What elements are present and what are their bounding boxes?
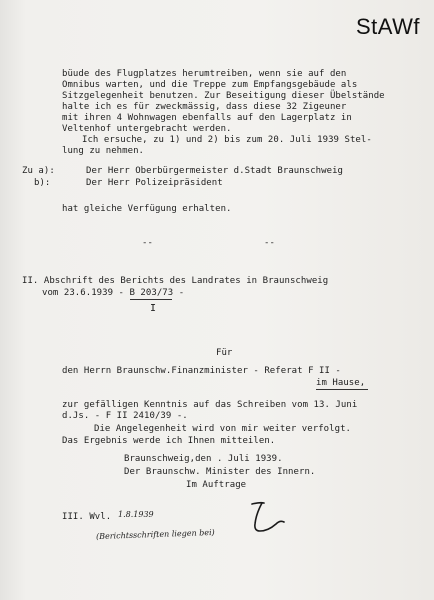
text-line: Veltenhof untergebracht werden.	[62, 124, 232, 134]
text-line: halte ich es für zweckmässig, dass diese 32 Zigeuner	[62, 102, 347, 112]
za-recipient: Der Herr Oberbürgermeister d.Stadt Braunschweig	[86, 166, 344, 176]
text-line: Sitzgelegenheit benutzen. Zur Beseitigung dieser Übelstände	[62, 91, 385, 101]
text-line: büude des Flugplatzes herumtreiben, wenn sie auf den	[62, 69, 347, 79]
separator-dash: --	[264, 238, 275, 248]
signature-mark	[246, 500, 286, 536]
minister-line: Der Braunschw. Minister des Innern.	[124, 467, 316, 477]
location-underline	[316, 389, 368, 390]
kenntnis-line: zur gefälligen Kenntnis auf das Schreiben vom 13. Juni	[62, 400, 358, 410]
separator-dash: --	[142, 238, 153, 248]
place-date-line: Braunschweig,den . Juli 1939.	[124, 454, 283, 464]
addressee-line: den Herrn Braunschw.Finanzminister - Referat F II -	[62, 366, 341, 376]
verfuegung-line: hat gleiche Verfügung erhalten.	[62, 204, 232, 214]
reference-underline	[130, 299, 172, 300]
zb-label: b):	[34, 178, 51, 188]
abschrift-heading: II. Abschrift des Berichts des Landrates in Braunschweig	[22, 276, 329, 286]
text-line: mit ihren 4 Wohnwagen ebenfalls auf den Lagerplatz in	[62, 113, 352, 123]
wvl-label: III. Wvl.	[62, 512, 112, 522]
text-line: lung zu nehmen.	[62, 146, 145, 156]
auftrag-line: Im Auftrage	[186, 480, 247, 490]
archive-stamp: StAWf	[355, 14, 420, 39]
text-line: Omnibus warten, und die Treppe zum Empfangsgebäude als	[62, 80, 358, 90]
handwritten-note: (Berichtsschriften liegen bei)	[95, 527, 215, 542]
za-label: Zu a):	[22, 166, 55, 176]
fuer-label: Für	[216, 348, 233, 358]
zb-recipient: Der Herr Polizeipräsident	[86, 178, 223, 188]
angelegenheit-line: Die Angelegenheit wird von mir weiter verfolgt.	[94, 424, 352, 434]
addressee-location: im Hause,	[316, 378, 366, 388]
handwritten-date: 1.8.1939	[118, 510, 154, 519]
kenntnis-line: d.Js. - F II 2410/39 -.	[62, 411, 188, 421]
text-line: Ich ersuche, zu 1) und 2) bis zum 20. Juli 1939 Stel-	[82, 135, 372, 145]
abschrift-date: vom 23.6.1939 - B 203/73 -	[42, 288, 185, 298]
handwritten-mark: I	[150, 303, 157, 314]
ergebnis-line: Das Ergebnis werde ich Ihnen mitteilen.	[62, 436, 276, 446]
